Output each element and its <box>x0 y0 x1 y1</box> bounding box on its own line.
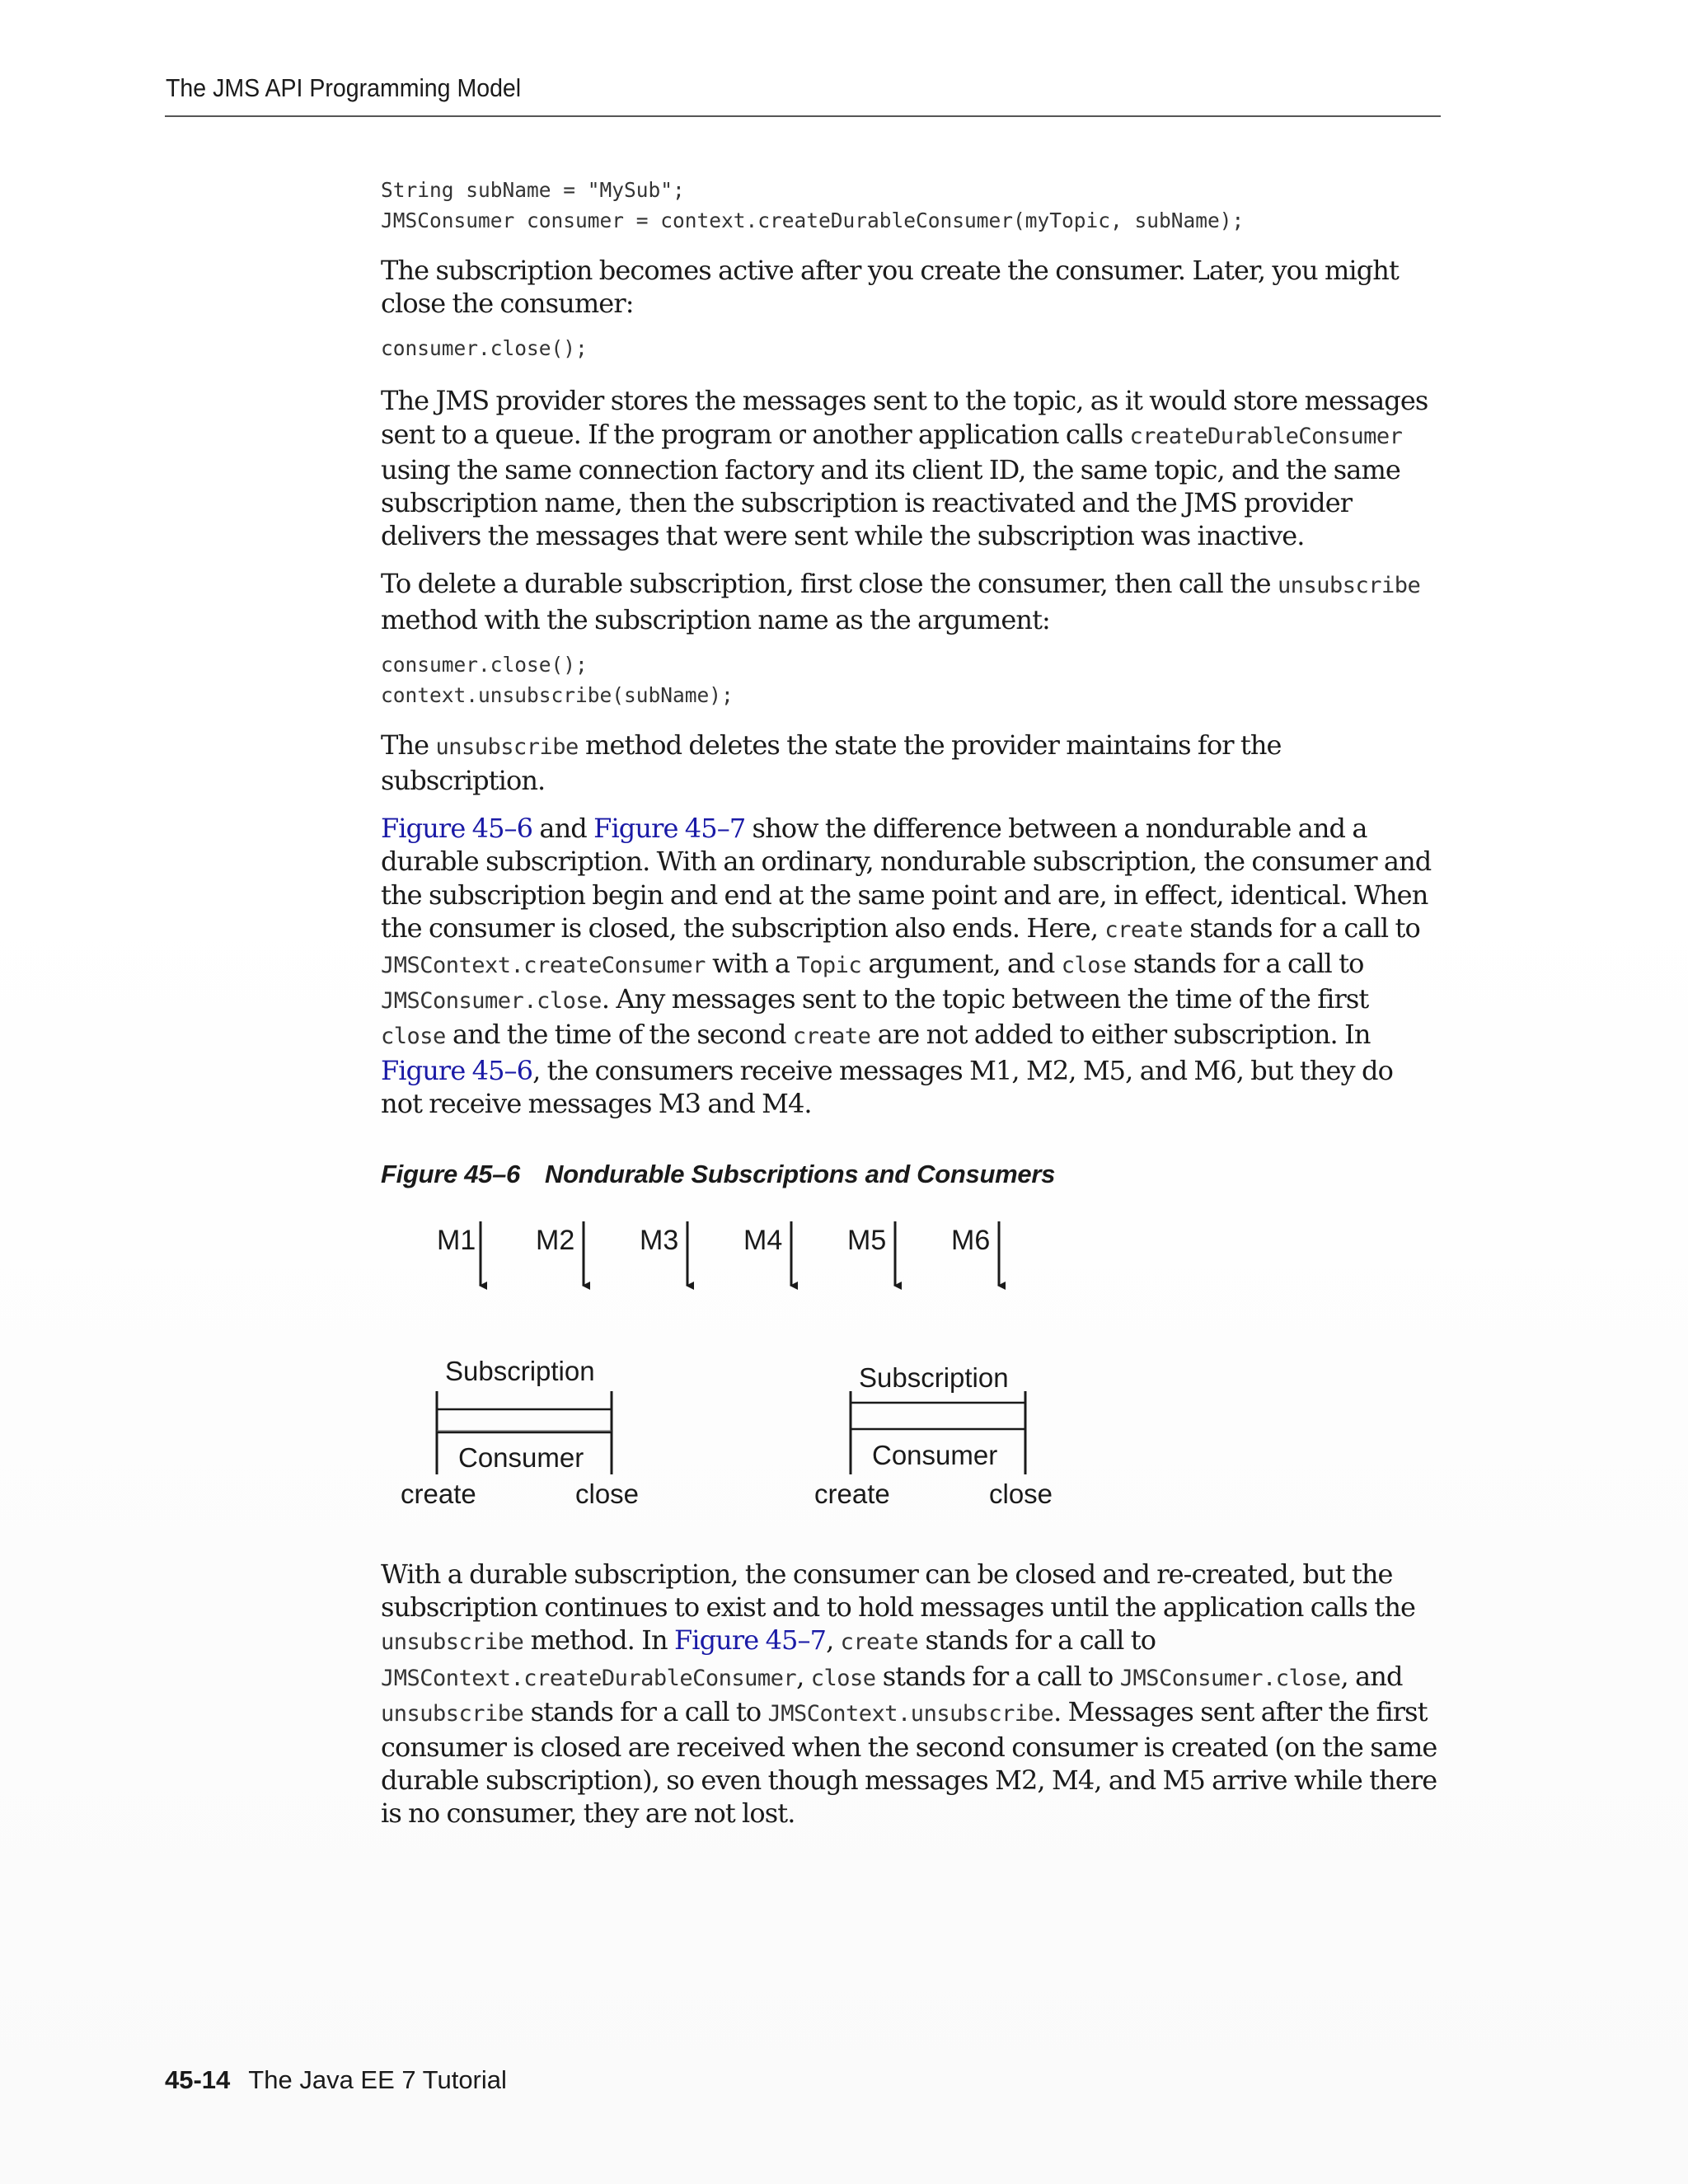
text: The <box>381 729 436 761</box>
text: argument, and <box>861 948 1062 980</box>
message-m2 <box>536 1221 584 1286</box>
paragraph: The subscription becomes active after you create the consumer. Later, you might close the consumer: <box>381 255 1399 320</box>
subscription-label: Subscription <box>445 1356 595 1386</box>
text: are not added to either subscription. In <box>870 1019 1371 1051</box>
code-term: create <box>792 1024 871 1050</box>
text: stands for a call to <box>918 1624 1156 1657</box>
figure-caption <box>381 1160 1440 1189</box>
text: , and <box>1340 1660 1403 1692</box>
text: stands for a call to <box>523 1695 768 1727</box>
code-term: JMSConsumer.close <box>1119 1665 1341 1691</box>
message-label: M3 <box>640 1225 679 1256</box>
close-label: close <box>989 1479 1053 1509</box>
message-label: M5 <box>847 1225 887 1256</box>
message-label: M1 <box>437 1225 476 1256</box>
message-label: M4 <box>743 1225 783 1256</box>
figure-number: Figure 45–6 <box>381 1160 521 1189</box>
code-term: unsubscribe <box>381 1700 524 1727</box>
figure-title: Nondurable Subscriptions and Consumers <box>545 1160 1056 1189</box>
figure-link[interactable]: Figure 45–7 <box>673 1624 827 1657</box>
consumer-label: Consumer <box>872 1440 998 1470</box>
text: method deletes the state the provider maintains for the subscription. <box>381 729 1282 797</box>
code-term: unsubscribe <box>1278 573 1421 599</box>
text: with a <box>705 948 797 980</box>
nondurable-subscription-diagram <box>381 1203 1081 1533</box>
code-line: JMSConsumer consumer = context.createDurableConsumer(myTopic, subName); <box>381 209 1245 232</box>
code-term: JMSConsumer.close <box>381 988 602 1015</box>
code-block-2 <box>381 333 1440 363</box>
message-m3 <box>640 1221 687 1286</box>
code-term: unsubscribe <box>381 1629 524 1656</box>
paragraph <box>381 729 1440 797</box>
text: show the difference between a nondurable and a durable subscription. With an ordinary, nondurable subscription, the consumer and the subscription begin and end at the same point and are, in effect, identical. When the consumer is closed, the subscription also ends. Here, <box>381 813 1432 944</box>
paragraph <box>381 384 1440 552</box>
main-content-continued <box>381 1558 1440 1830</box>
text: . Any messages sent to the topic between the time of the first <box>601 983 1369 1015</box>
text: stands for a call to <box>1126 948 1364 980</box>
create-label: create <box>401 1479 476 1509</box>
text: . Messages sent after the first consumer is closed are received when the second consumer is created (on the same durable subscription), so even though messages M2, M4, and M5 arrive while there is no consumer, they are not lost. <box>381 1695 1437 1830</box>
code-term: close <box>810 1665 876 1691</box>
close-label: close <box>575 1479 640 1509</box>
message-label: M2 <box>536 1225 575 1256</box>
running-header: The JMS API Programming Model <box>166 73 522 102</box>
create-label: create <box>814 1479 890 1509</box>
message-m5 <box>847 1221 895 1286</box>
code-term: JMSContext.createDurableConsumer <box>381 1665 797 1691</box>
book-title: The Java EE 7 Tutorial <box>248 2065 507 2094</box>
code-line: context.unsubscribe(subName); <box>381 682 734 707</box>
text: , <box>826 1624 841 1657</box>
figure-link[interactable]: Figure 45–6 <box>381 813 533 845</box>
figure-link[interactable]: Figure 45–6 <box>381 1054 533 1086</box>
header-rule <box>165 115 1441 117</box>
code-block-3 <box>381 649 1440 710</box>
text: , the consumers receive messages M1, M2, M5, and M6, but they do not receive messages M3 and M4. <box>381 1054 1393 1119</box>
text: method with the subscription name as the argument: <box>381 603 1050 635</box>
message-m1 <box>437 1221 481 1286</box>
code-term: close <box>1061 953 1127 979</box>
subscription-consumer-1 <box>401 1356 639 1509</box>
code-term: JMSContext.createConsumer <box>381 953 706 979</box>
code-term: unsubscribe <box>435 733 579 760</box>
code-term: Topic <box>796 953 862 979</box>
message-row <box>437 1221 999 1286</box>
main-content <box>381 175 1440 1189</box>
code-term: JMSContext.unsubscribe <box>767 1700 1054 1727</box>
subscription-consumer-2 <box>814 1362 1053 1509</box>
paragraph <box>381 1558 1440 1830</box>
paragraph <box>381 812 1440 1120</box>
code-line: consumer.close(); <box>381 652 588 677</box>
message-m4 <box>743 1221 791 1286</box>
text: stands for a call to <box>1182 912 1420 944</box>
page-footer <box>165 2065 507 2095</box>
subscription-label: Subscription <box>859 1362 1009 1393</box>
code-term: create <box>840 1629 919 1656</box>
code-term: close <box>381 1024 446 1050</box>
page-number: 45-14 <box>165 2065 231 2094</box>
figure-link[interactable]: Figure 45–7 <box>593 813 746 845</box>
text: and <box>532 813 594 845</box>
text: , <box>796 1660 811 1692</box>
code-line: String subName = "MySub"; <box>381 178 685 202</box>
message-label: M6 <box>951 1225 991 1256</box>
message-m6 <box>951 1221 999 1286</box>
text: The JMS provider stores the messages sent to the topic, as it would store messages sent to a queue. If the program or another application calls <box>381 385 1428 450</box>
text: using the same connection factory and its client ID, the same topic, and the same subscription name, then the subscription is reactivated and the JMS provider delivers the messages that were sent while the subscription was inactive. <box>381 453 1400 552</box>
text: stands for a call to <box>875 1660 1120 1692</box>
code-term: create <box>1104 916 1183 943</box>
consumer-label: Consumer <box>458 1442 584 1473</box>
code-term: createDurableConsumer <box>1129 423 1403 449</box>
code-block-1 <box>381 175 1440 236</box>
text: method. In <box>523 1624 674 1657</box>
text: To delete a durable subscription, first close the consumer, then call the <box>381 568 1278 600</box>
paragraph <box>381 567 1440 635</box>
code-line: consumer.close(); <box>381 336 588 361</box>
text: With a durable subscription, the consumer can be closed and re-created, but the subscription continues to exist and to hold messages until the application calls the <box>381 1558 1416 1624</box>
text: and the time of the second <box>445 1019 793 1051</box>
